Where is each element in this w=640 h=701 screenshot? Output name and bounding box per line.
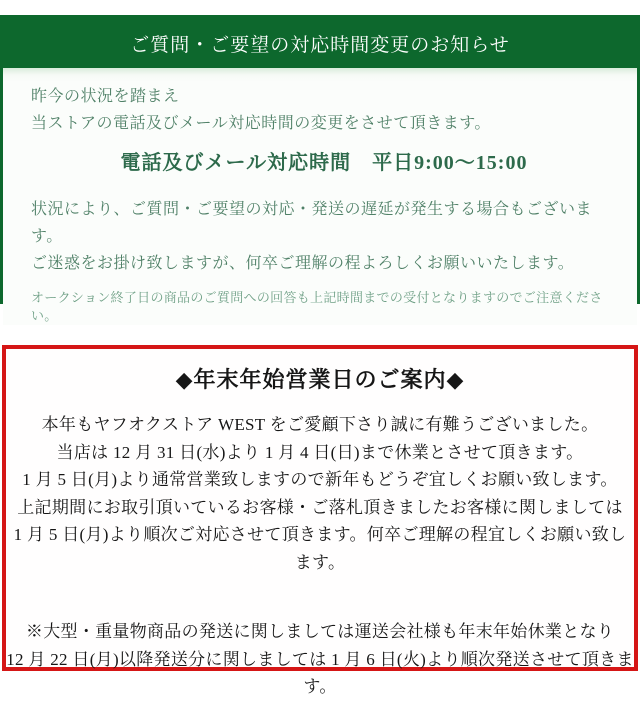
holiday-schedule-paragraph (6, 411, 634, 576)
support-hours-notice-box (0, 15, 640, 323)
notice-delay-paragraph (31, 196, 617, 277)
notice-delay-line-2: ご迷惑をお掛け致しますが、何卒ご理解の程よろしくお願いいたします。 (31, 255, 575, 272)
notice-intro-line-1: 昨今の状況を踏まえ (31, 88, 180, 105)
auction-end-note: オークション終了日の商品のご質問への回答も上記時間までの受付となりますのでご注意ください。 (31, 290, 603, 323)
notice-delay-line-1: 状況により、ご質問・ご要望の対応・発送の遅延が発生する場合もございます。 (31, 201, 593, 245)
holiday-line-2: 当店は 12 月 31 日(水)より 1 月 4 日(日)まで休業とさせて頂きます。 (56, 442, 584, 462)
support-hours-highlight: 電話及びメール対応時間 平日9:00～15:00 (120, 152, 528, 174)
holiday-line-3: 1 月 5 日(月)より通常営業致しますので新年もどうぞ宜しくお願い致します。 (22, 470, 618, 489)
holiday-line-4: 上記期間にお取引頂いているお客様・ご落札頂きましたお客様に関しましては (17, 497, 623, 517)
support-hours-notice-header (3, 18, 637, 68)
support-hours-notice-body (3, 68, 637, 325)
notice-intro-line-2: 当ストアの電話及びメール対応時間の変更をさせて頂きます。 (31, 115, 491, 132)
holiday-notice-box (2, 345, 638, 696)
holiday-notice-title: ◆年末年始営業日のご案内◆ (175, 367, 465, 392)
shipping-note-paragraph (6, 618, 634, 701)
holiday-line-5: 1 月 5 日(月)より順次ご対応させて頂きます。何卒ご理解の程宜しくお願い致します。 (13, 525, 627, 572)
shipping-note-line-1: ※大型・重量物商品の発送に関しましては運送会社様も年末年始休業となり (25, 622, 615, 641)
holiday-line-1: 本年もヤフオクストア WEST をご愛顧下さり誠に有難うございました。 (41, 415, 599, 434)
shipping-note-line-2: 12 月 22 日(月)以降発送分に関しましては 1 月 6 日(火)より順次発送させて頂きます。 (6, 649, 634, 696)
support-hours-notice-title: ご質問・ご要望の対応時間変更のお知らせ (130, 34, 510, 56)
